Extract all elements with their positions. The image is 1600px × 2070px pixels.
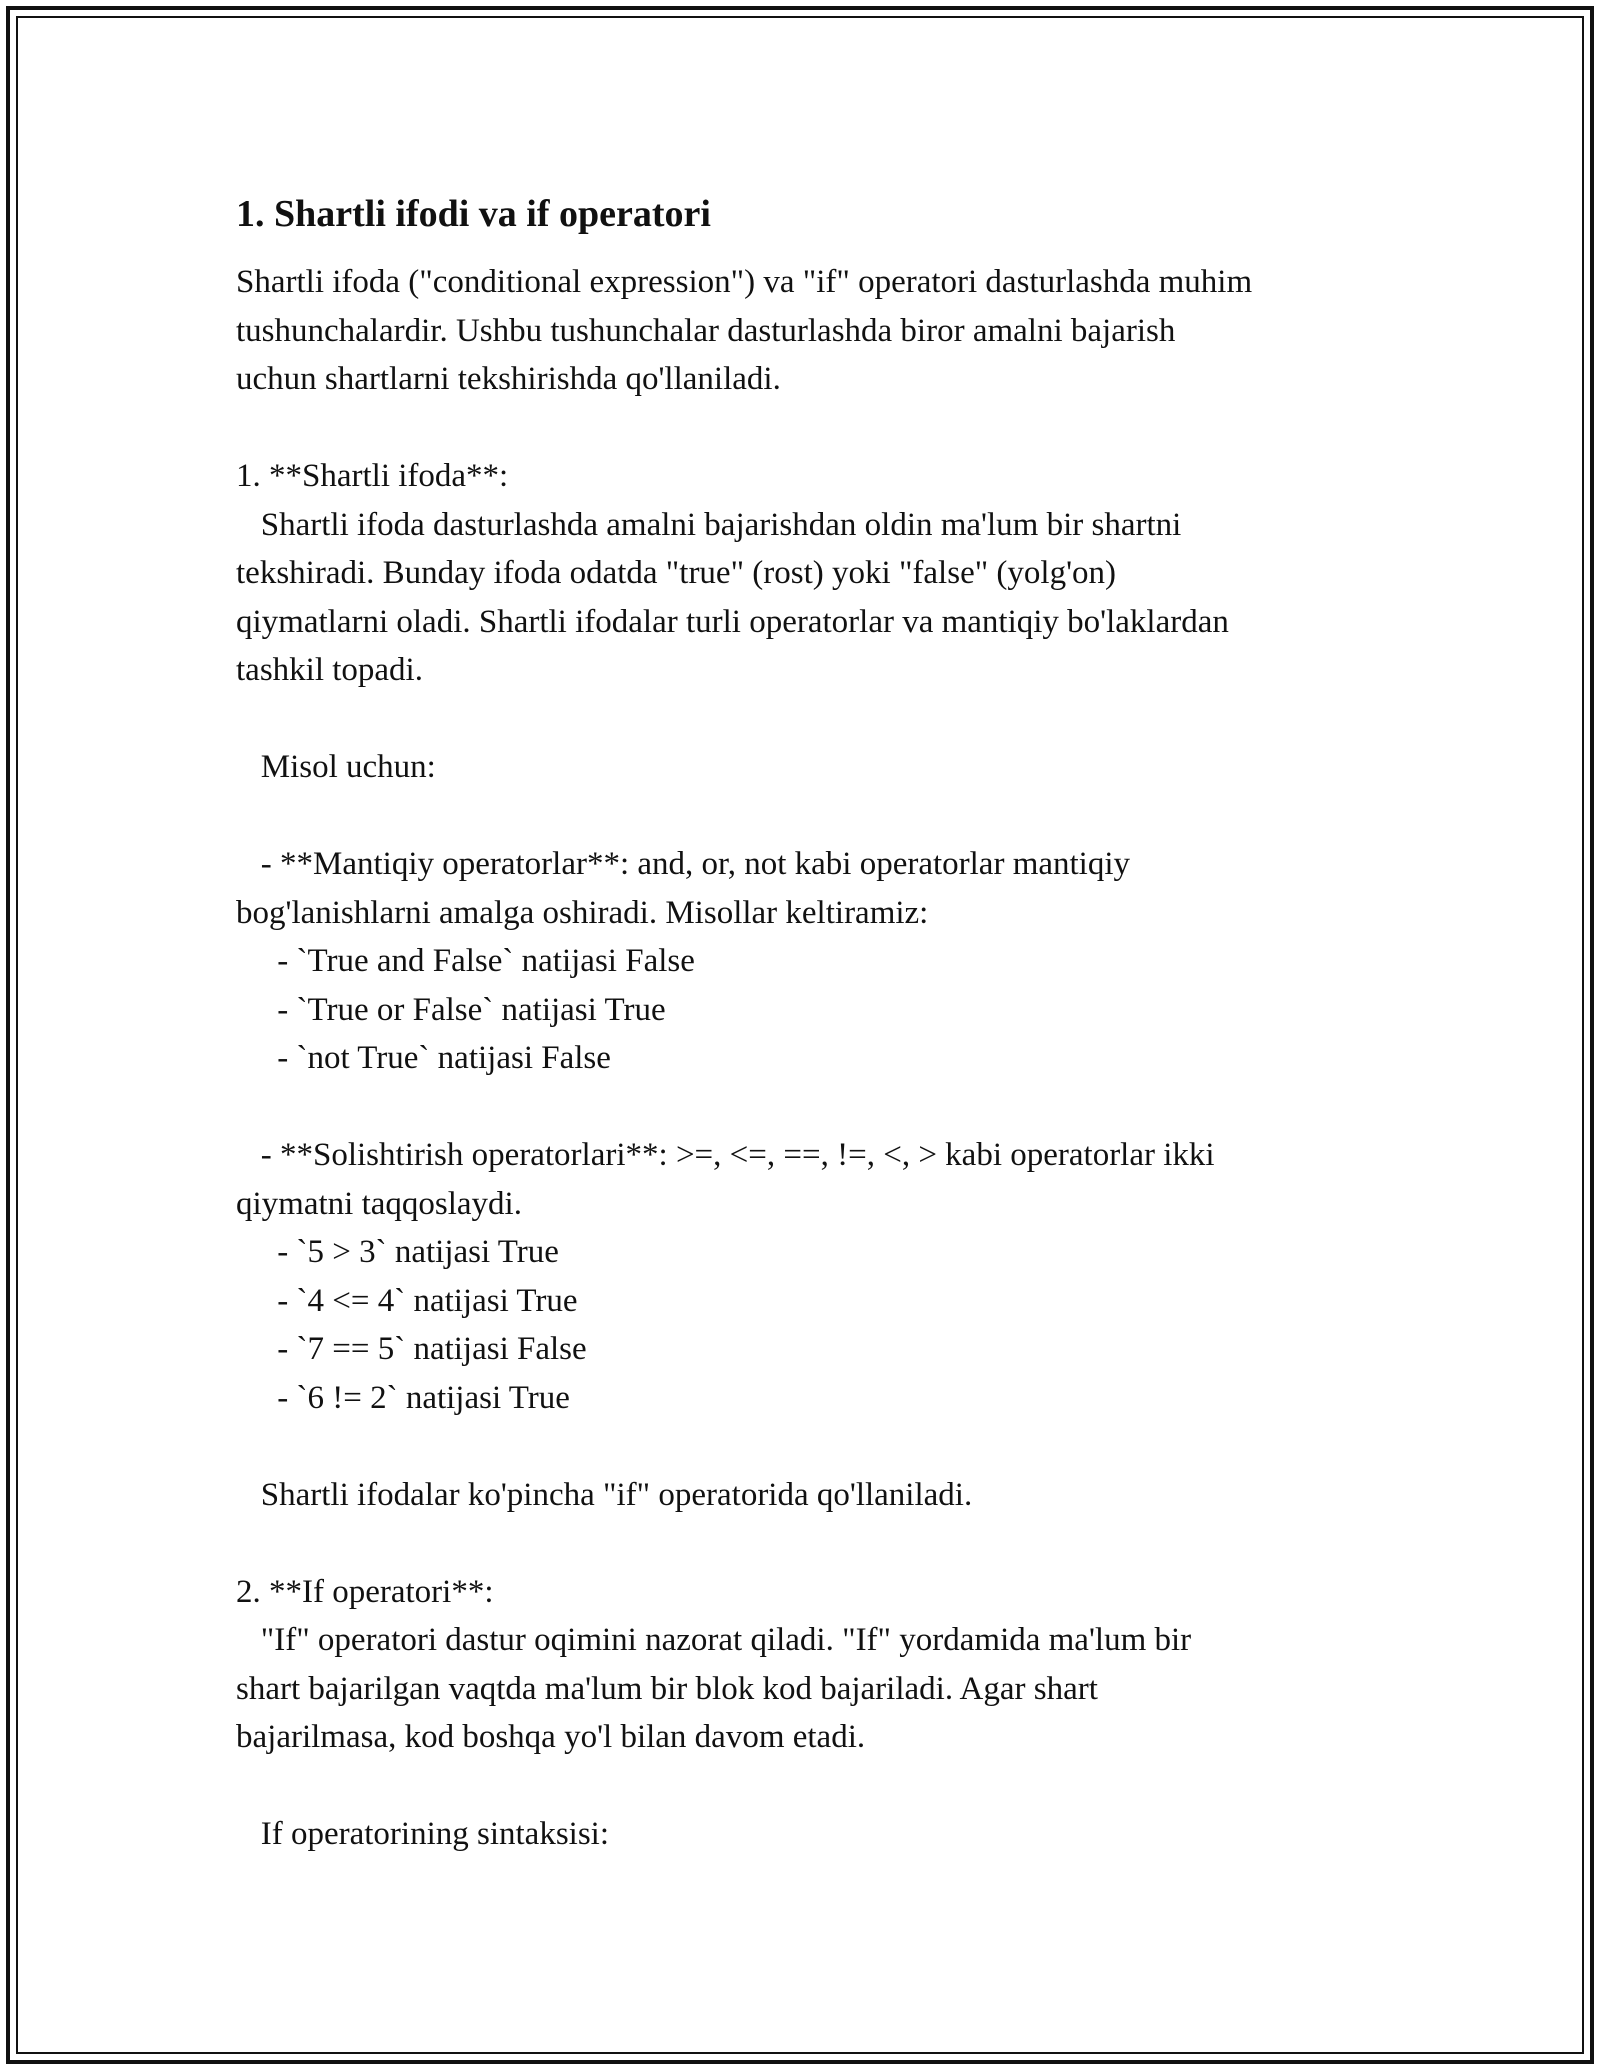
text-line: - **Solishtirish operatorlari**: >=, <=, ==, !=, <, > kabi operatorlar ikki [236, 1137, 1215, 1173]
section-if-operator [236, 1568, 1396, 1859]
list-item: - `6 != 2` natijasi True [236, 1379, 570, 1416]
example-intro: Misol uchun: [236, 749, 436, 785]
text-line: Shartli ifoda dasturlashda amalni bajarishdan oldin ma'lum bir shartni [236, 506, 1182, 543]
logical-operators-block [236, 840, 1396, 1083]
section-title: 2. **If operatori**: [236, 1573, 494, 1610]
text-line: tekshiradi. Bunday ifoda odatda "true" (rost) yoki "false" (yolg'on) [236, 555, 1117, 591]
page-title: 1. Shartli ifodi va if operatori [236, 193, 711, 235]
text-line: tushunchalardir. Ushbu tushunchalar dasturlashda biror amalni bajarish [236, 312, 1176, 349]
list-item: - `not True` natijasi False [236, 1040, 611, 1076]
list-item: - `5 > 3` natijasi True [236, 1234, 559, 1270]
section-conditional-expression [236, 452, 1396, 1519]
text-line: tashkil topadi. [236, 652, 423, 688]
list-item: - `True or False` natijasi True [236, 991, 666, 1028]
text-line: bog'lanishlarni amalga oshiradi. Misollar keltiramiz: [236, 894, 929, 931]
text-line: bajarilmasa, kod boshqa yo'l bilan davom etadi. [236, 1719, 866, 1755]
text-line: uchun shartlarni tekshirishda qo'llaniladi. [236, 361, 781, 397]
list-item: - `4 <= 4` natijasi True [236, 1282, 578, 1319]
text-line: qiymatlarni oladi. Shartli ifodalar turli operatorlar va mantiqiy bo'laklardan [236, 603, 1229, 640]
list-item: - `7 == 5` natijasi False [236, 1331, 587, 1367]
syntax-intro: If operatorining sintaksisi: [236, 1816, 610, 1852]
section-closing: Shartli ifodalar ko'pincha "if" operatorida qo'llaniladi. [236, 1476, 973, 1513]
document-body [236, 188, 1396, 1859]
text-line: shart bajarilgan vaqtda ma'lum bir blok kod bajariladi. Agar shart [236, 1670, 1098, 1707]
text-line: qiymatni taqqoslaydi. [236, 1185, 522, 1222]
section-title: 1. **Shartli ifoda**: [236, 458, 509, 494]
text-line: - **Mantiqiy operatorlar**: and, or, not kabi operatorlar mantiqiy [236, 846, 1131, 882]
text-line: Shartli ifoda ("conditional expression") va "if" operatori dasturlashda muhim [236, 264, 1253, 300]
list-item: - `True and False` natijasi False [236, 943, 695, 979]
text-line: "If" operatori dastur oqimini nazorat qiladi. "If" yordamida ma'lum bir [236, 1622, 1192, 1658]
intro-paragraph [236, 258, 1396, 404]
comparison-operators-block [236, 1131, 1396, 1422]
